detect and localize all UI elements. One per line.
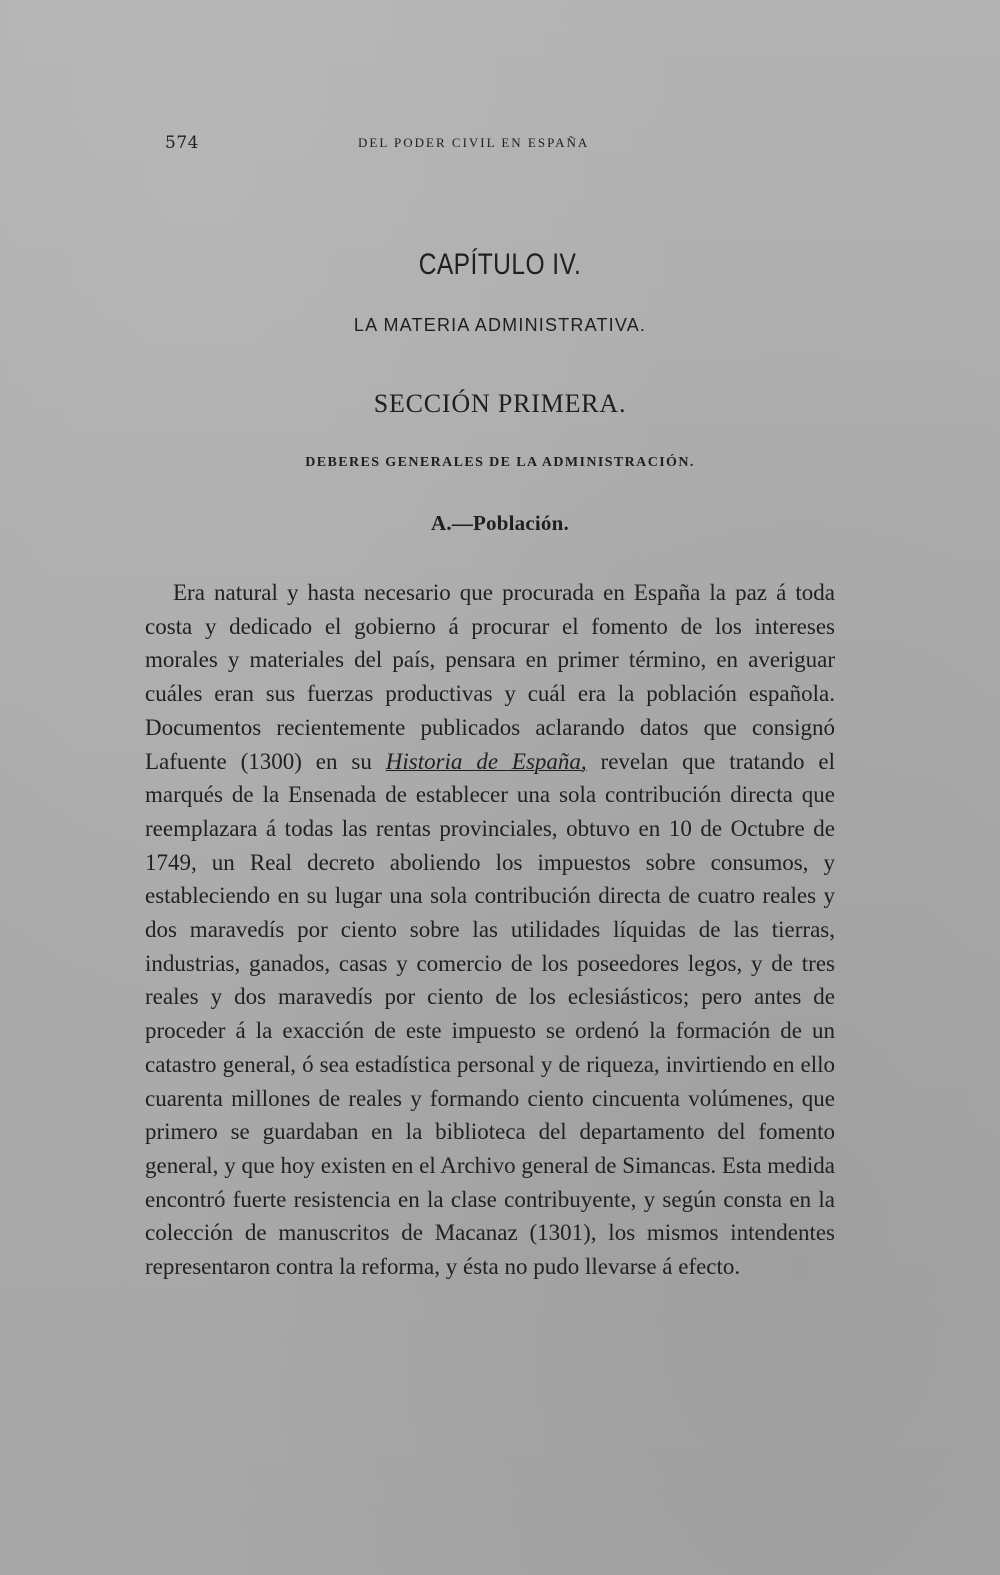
page-number: 574 <box>165 133 199 153</box>
running-head <box>165 133 635 157</box>
running-head-title: DEL PODER CIVIL EN ESPAÑA <box>358 135 590 150</box>
body-text-part-1: Era natural y hasta necesario que procurada en España la paz á toda costa y dedicado el gobierno á procurar el fomento de los intereses morales y materiales del país, pensara en primer término, en averiguar cuáles eran sus fuerzas productivas y cuál era la población española. Documentos recientemente publicados aclarando datos que consignó Lafuente (1300) en su <box>145 580 835 774</box>
book-title-reference: Historia de España, <box>385 748 587 774</box>
subject-title: LA MATERIA ADMINISTRATIVA. <box>353 315 647 335</box>
chapter-title: CAPÍTULO IV. <box>418 248 582 281</box>
body-paragraph <box>145 576 835 1284</box>
section-title: SECCIÓN PRIMERA. <box>373 389 627 418</box>
section-heading: A.—Población. <box>431 511 569 535</box>
subsection-title: DEBERES GENERALES DE LA ADMINISTRACIÓN. <box>305 455 695 470</box>
body-text-part-2: revelan que tratando el marqués de la Ensenada de establecer una sola contribución directa que reemplazara á todas las rentas provinciales, obtuvo en 10 de Octubre de 1749, un Real decreto aboliendo los impuestos sobre consumos, y estableciendo en su lugar una sola contribución directa de cuatro reales y dos maravedís por ciento sobre las utilidades líquidas de las tierras, industrias, ganados, casas y comercio de los poseedores legos, y de tres reales y dos maravedís por ciento de los eclesiásticos; pero antes de proceder á la exacción de este impuesto se ordenó la formación de un catastro general, ó sea estadística personal y de riqueza, invirtiendo en ello cuarenta millones de reales y formando ciento cincuenta volúmenes, que primero se guardaban en la biblioteca del departamento del fomento general, y que hoy existen en el Archivo general de Simancas. Esta medida encontró fuerte resistencia en la clase contribuyente, y según consta en la colección de manuscritos de Macanaz (1301), los mismos intendentes representaron contra la reforma, y ésta no pudo llevarse á efecto. <box>145 748 836 1280</box>
